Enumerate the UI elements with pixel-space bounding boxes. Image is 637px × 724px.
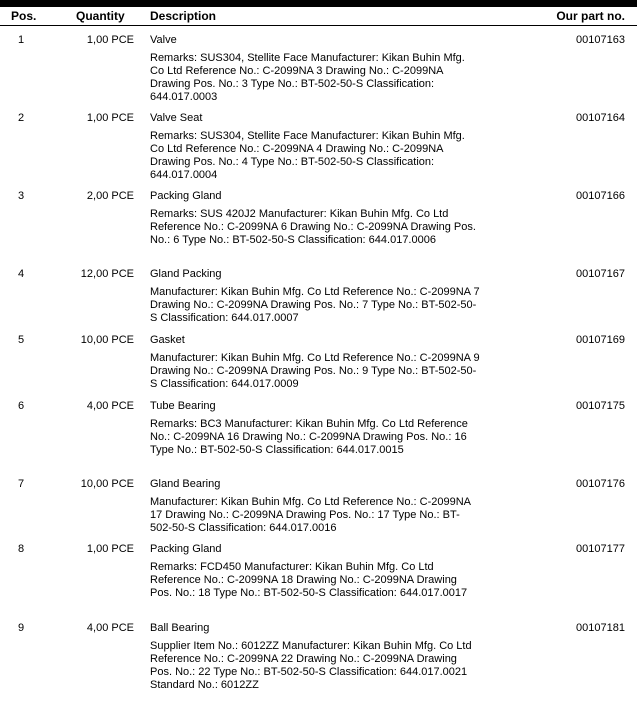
item-list (0, 34, 637, 712)
table-row (0, 478, 637, 543)
table-header (0, 7, 637, 25)
row-title: Tube Bearing (150, 400, 216, 412)
row-quantity: 4,00 PCE (86, 622, 134, 634)
table-row (0, 190, 637, 268)
row-title: Ball Bearing (150, 622, 210, 634)
row-pos: 8 (18, 543, 25, 555)
table-row (0, 334, 637, 400)
row-pos: 2 (18, 112, 25, 124)
row-remarks: Manufacturer: Kikan Buhin Mfg. Co Ltd Reference No.: C-2099NA 17 Drawing No.: C-2099NA Drawing Pos. No.: 17 Type No.: BT-502-50-S Classification: 644.017.0016 (150, 496, 471, 534)
row-title: Packing Gland (150, 543, 222, 555)
row-title: Gland Bearing (150, 478, 221, 490)
row-pos: 6 (18, 400, 25, 412)
table-row (0, 112, 637, 190)
row-part-no: 00107164 (576, 112, 625, 124)
row-quantity: 1,00 PCE (86, 112, 134, 124)
row-part-no: 00107176 (576, 478, 625, 490)
row-quantity: 2,00 PCE (86, 190, 134, 202)
row-title: Packing Gland (150, 190, 222, 202)
row-remarks: Remarks: BC3 Manufacturer: Kikan Buhin Mfg. Co Ltd Reference No.: C-2099NA 16 Drawing No.: C-2099NA Drawing Pos. No.: 16 Type No.: BT-502-50-S Classification: 644.017.0015 (150, 418, 468, 456)
row-part-no: 00107166 (576, 190, 625, 202)
row-part-no: 00107169 (576, 334, 625, 346)
row-part-no: 00107175 (576, 400, 625, 412)
row-pos: 9 (18, 622, 25, 634)
row-remarks: Remarks: FCD450 Manufacturer: Kikan Buhin Mfg. Co Ltd Reference No.: C-2099NA 18 Drawing No.: C-2099NA Drawing Pos. No.: 18 Type No.: BT-502-50-S Classification: 644.017.0017 (150, 561, 468, 599)
row-quantity: 1,00 PCE (86, 34, 134, 46)
row-title: Valve Seat (150, 112, 203, 124)
table-row (0, 34, 637, 112)
row-remarks: Remarks: SUS304, Stellite Face Manufacturer: Kikan Buhin Mfg. Co Ltd Reference No.: C-2099NA 3 Drawing No.: C-2099NA Drawing Pos. No.: 3 Type No.: BT-502-50-S Classification: 644.017.0003 (150, 52, 465, 103)
header-description: Description (150, 9, 217, 23)
row-title: Valve (150, 34, 177, 46)
table-row (0, 400, 637, 478)
row-title: Gasket (150, 334, 185, 346)
table-row (0, 622, 637, 712)
row-pos: 1 (18, 34, 25, 46)
row-part-no: 00107181 (576, 622, 625, 634)
header-part-no: Our part no. (556, 9, 625, 23)
row-remarks: Supplier Item No.: 6012ZZ Manufacturer: Kikan Buhin Mfg. Co Ltd Reference No.: C-2099NA 22 Drawing No.: C-2099NA Drawing Pos. No.: 22 Type No.: BT-502-50-S Classification: 644.017.0021 Standard No.: 6012ZZ (150, 640, 472, 691)
row-pos: 4 (18, 268, 25, 280)
table-row (0, 543, 637, 622)
row-quantity: 4,00 PCE (86, 400, 134, 412)
top-border-bar (0, 0, 637, 7)
row-quantity: 12,00 PCE (80, 268, 134, 280)
row-part-no: 00107167 (576, 268, 625, 280)
row-quantity: 1,00 PCE (86, 543, 134, 555)
row-part-no: 00107163 (576, 34, 625, 46)
row-remarks: Remarks: SUS304, Stellite Face Manufacturer: Kikan Buhin Mfg. Co Ltd Reference No.: C-2099NA 4 Drawing No.: C-2099NA Drawing Pos. No.: 4 Type No.: BT-502-50-S Classification: 644.017.0004 (150, 130, 465, 181)
row-pos: 3 (18, 190, 25, 202)
table-row (0, 268, 637, 334)
row-remarks: Manufacturer: Kikan Buhin Mfg. Co Ltd Reference No.: C-2099NA 9 Drawing No.: C-2099NA Drawing Pos. No.: 9 Type No.: BT-502-50-S Classification: 644.017.0009 (150, 352, 480, 390)
header-pos: Pos. (11, 9, 37, 23)
header-quantity: Quantity (76, 9, 125, 23)
row-quantity: 10,00 PCE (80, 334, 134, 346)
row-title: Gland Packing (150, 268, 222, 280)
row-pos: 7 (18, 478, 25, 490)
row-pos: 5 (18, 334, 25, 346)
row-quantity: 10,00 PCE (80, 478, 134, 490)
header-divider (0, 25, 637, 26)
row-part-no: 00107177 (576, 543, 625, 555)
row-remarks: Remarks: SUS 420J2 Manufacturer: Kikan Buhin Mfg. Co Ltd Reference No.: C-2099NA 6 Drawing No.: C-2099NA Drawing Pos. No.: 6 Type No.: BT-502-50-S Classification: 644.017.0006 (150, 208, 476, 246)
row-remarks: Manufacturer: Kikan Buhin Mfg. Co Ltd Reference No.: C-2099NA 7 Drawing No.: C-2099NA Drawing Pos. No.: 7 Type No.: BT-502-50-S Classification: 644.017.0007 (150, 286, 480, 324)
